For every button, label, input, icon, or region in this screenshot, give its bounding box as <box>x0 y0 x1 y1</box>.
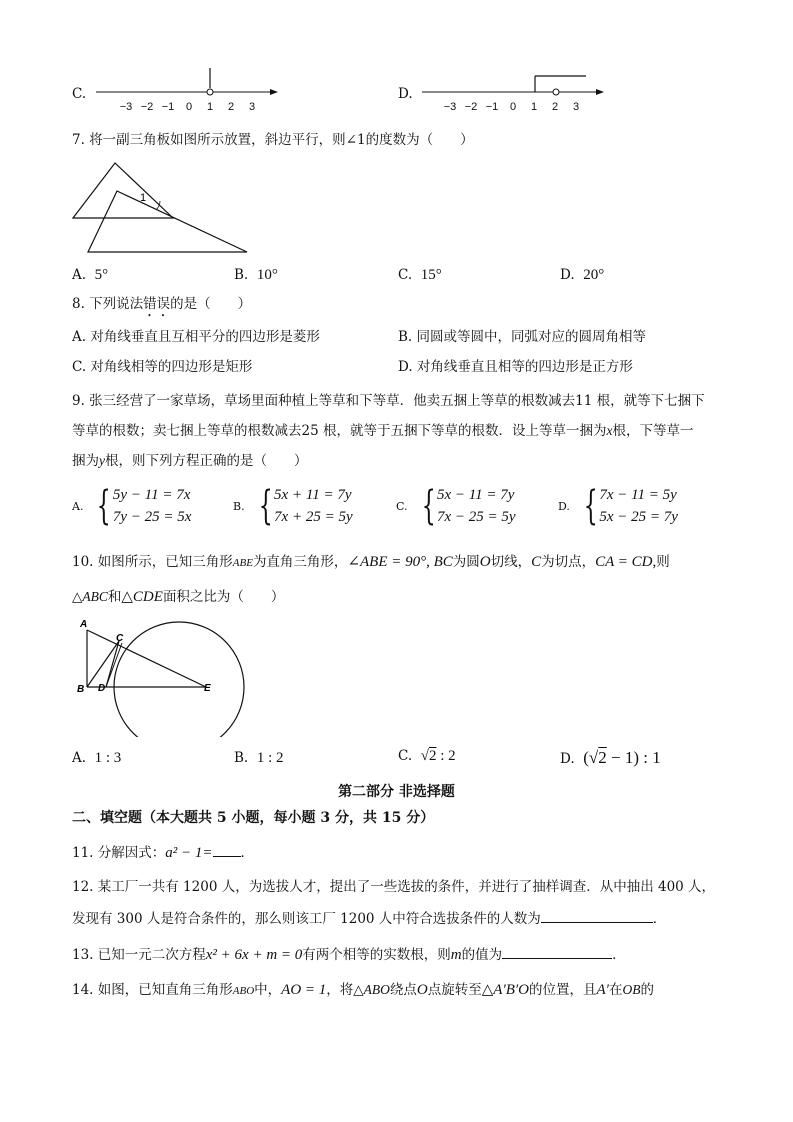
q7-option-d[interactable]: D. 20° <box>560 267 605 283</box>
numberline-tick-label: 1 <box>530 101 538 113</box>
numberline-tick-label: −3 <box>443 101 457 113</box>
q6-option-c-label[interactable]: C. <box>72 86 87 102</box>
q6-option-c-numberline <box>92 66 282 116</box>
q6-option-d-numberline <box>418 66 608 116</box>
numberline-tick-label: 2 <box>227 101 235 113</box>
q10-option-a[interactable]: A. 1 : 3 <box>72 750 122 766</box>
numberline-tick-label: −2 <box>464 101 478 113</box>
q10-line1: 10. 如图所示，已知三角形ABE为直角三角形，∠ABE = 90°, BC为圆O切线，C为切点，CA = CD,则 <box>72 554 670 570</box>
q13-answer-blank[interactable] <box>502 944 612 959</box>
q7-angle-label: 1 <box>140 192 147 204</box>
q8-option-a[interactable]: A. 对角线垂直且互相平分的四边形是菱形 <box>72 329 320 345</box>
q8-emphasis: 错误 <box>143 296 171 312</box>
q13: 13. 已知一元二次方程x² + 6x + m = 0有两个相等的实数根，则m的值为 ． <box>72 944 626 964</box>
q9-option-a[interactable]: A. { 5y − 11 = 7x 7y − 25 = 5x <box>72 483 192 529</box>
q9-line3: 捆为y根，则下列方程正确的是（ ） <box>72 453 308 469</box>
numberline-tick-label: 1 <box>206 101 214 113</box>
q14: 14. 如图，已知直角三角形ABO中，AO = 1，将△ABO绕点O点旋转至△A′B′O的位置，且A′在OB的 <box>72 982 654 998</box>
q9-option-c[interactable]: C. { 5x − 11 = 7y 7x − 25 = 5y <box>396 483 516 529</box>
q7-option-a[interactable]: A. 5° <box>72 267 109 283</box>
part2-title: 第二部分 非选择题 <box>338 784 455 800</box>
svg-text:E: E <box>204 683 211 694</box>
q12-line2: 发现有 300 人是符合条件的，那么则该工厂 1200 人中符合选拔条件的人数为 ． <box>72 908 666 928</box>
numberline-tick-label: 0 <box>185 101 193 113</box>
q10-line2: △ABC和△CDE面积之比为（ ） <box>72 589 285 605</box>
q9-line2: 等草的根数；卖七捆上等草的根数减去25 根，就等于五捆下等草的根数．设上等草一捆为x根，下等草一 <box>72 423 694 439</box>
numberline-tick-label: 2 <box>551 101 559 113</box>
q6-option-d-label[interactable]: D. <box>398 86 413 102</box>
q10-figure-circle <box>70 612 250 737</box>
numberline-tick-label: 0 <box>509 101 517 113</box>
q7-stem: 7. 将一副三角板如图所示放置，斜边平行，则∠1的度数为（ ） <box>72 132 474 148</box>
q9-option-d[interactable]: D. { 7x − 11 = 5y 5x − 25 = 7y <box>558 483 678 529</box>
section-fill-in-title: 二、填空题（本大题共 5 小题，每小题 3 分，共 15 分） <box>72 810 435 826</box>
q11-answer-blank[interactable] <box>213 842 241 857</box>
q7-option-b[interactable]: B. 10° <box>234 267 278 283</box>
q12-answer-blank[interactable] <box>541 908 653 923</box>
svg-text:D: D <box>98 683 106 694</box>
q11: 11. 分解因式：a² − 1= ． <box>72 842 254 862</box>
numberline-tick-label: −1 <box>485 101 499 113</box>
q8-option-b[interactable]: B. 同圆或等圆中，同弧对应的圆周角相等 <box>398 329 647 345</box>
q9-option-b[interactable]: B. { 5x + 11 = 7y 7x + 25 = 5y <box>233 483 353 529</box>
svg-text:C: C <box>116 633 124 644</box>
q9-line1: 9. 张三经营了一家草场，草场里面种植上等草和下等草．他卖五捆上等草的根数减去11 根，就等下七捆下 <box>72 393 705 409</box>
q7-figure-triangles <box>70 158 255 258</box>
q10-option-c[interactable]: C. √2 : 2 <box>398 748 456 764</box>
q10-option-d[interactable]: D. (√2 − 1) : 1 <box>560 748 661 767</box>
q7-option-c[interactable]: C. 15° <box>398 267 442 283</box>
q8-option-c[interactable]: C. 对角线相等的四边形是矩形 <box>72 359 253 375</box>
svg-text:A: A <box>80 619 88 630</box>
q12-line1: 12. 某工厂一共有 1200 人，为选拔人才，提出了一些选拔的条件，并进行了抽样调查．从中抽出 400 人， <box>72 879 716 895</box>
numberline-tick-label: 3 <box>572 101 580 113</box>
q8-stem: 8. 下列说法错误的是（ ） <box>72 296 252 312</box>
numberline-tick-label: −3 <box>119 101 133 113</box>
q10-option-b[interactable]: B. 1 : 2 <box>234 750 284 766</box>
svg-text:B: B <box>77 684 85 695</box>
q8-option-d[interactable]: D. 对角线垂直且相等的四边形是正方形 <box>398 359 633 375</box>
numberline-tick-label: −2 <box>140 101 154 113</box>
numberline-tick-label: 3 <box>248 101 256 113</box>
numberline-tick-label: −1 <box>161 101 175 113</box>
